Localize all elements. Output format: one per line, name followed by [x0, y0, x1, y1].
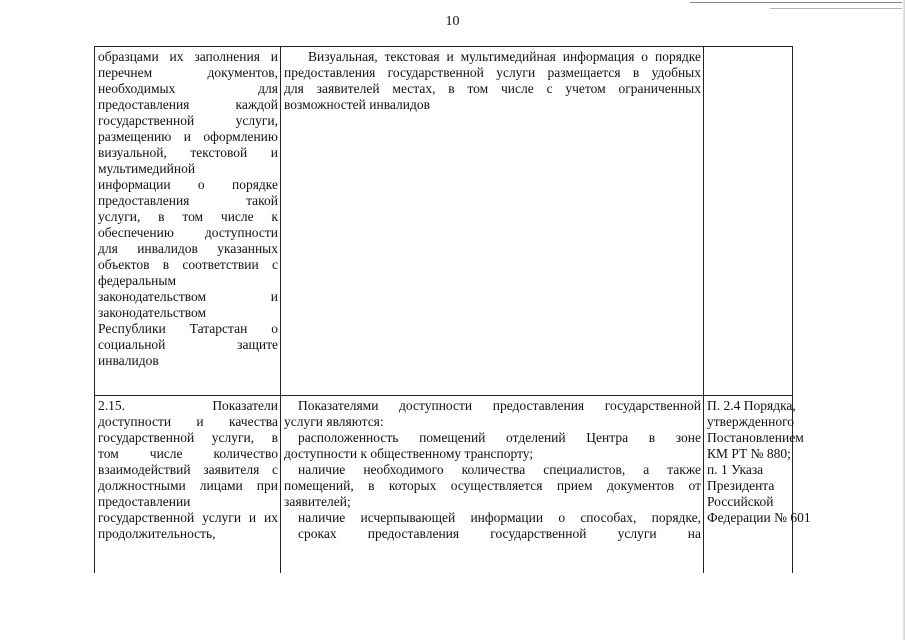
cell-line: Российской: [707, 494, 774, 509]
requirement-cell: [95, 396, 281, 574]
cell-line: п. 1 Указа: [707, 462, 764, 477]
cell-line: для заявителей местах, в том числе с учетом ограниченных: [284, 81, 701, 96]
cell-line: перечнем документов,: [98, 65, 278, 80]
cell-line: Республики Татарстан о: [98, 321, 278, 336]
description-cell: [281, 47, 704, 396]
cell-line: государственной услуги, в: [98, 430, 278, 445]
cell-line: информации о порядке: [98, 177, 278, 192]
cell-line: возможностей инвалидов: [284, 97, 430, 112]
description-cell: [281, 396, 704, 574]
cell-line: Визуальная, текстовая и мультимедийная информация о порядке: [308, 49, 701, 64]
cell-line: обеспечению доступности: [98, 225, 278, 240]
cell-line: законодательством и: [98, 289, 278, 304]
cell-line: государственной услуги,: [98, 113, 278, 128]
cell-line: заявителей;: [284, 494, 351, 509]
cell-line: наличие исчерпывающей информации о способах, порядке,: [298, 510, 701, 525]
cell-line: утвержденного: [707, 414, 795, 429]
cell-line: государственной услуги и их: [98, 510, 278, 525]
cell-line: Показателями доступности предоставления государственной: [298, 398, 701, 413]
cell-line: предоставления государственной услуги размещается в удобных: [284, 65, 701, 80]
cell-line: услуги, в том числе к: [98, 209, 278, 224]
cell-line: предоставления каждой: [98, 97, 278, 112]
cell-line: продолжительность,: [98, 526, 216, 541]
cell-line: Президента: [707, 478, 775, 493]
legal-basis-cell: [704, 396, 811, 574]
scan-artifact-line: [770, 8, 905, 9]
cell-line: визуальной, текстовой и: [98, 145, 278, 160]
requirement-cell: [95, 47, 281, 396]
cell-line: социальной защите: [98, 337, 278, 352]
cell-line: доступности к общественному транспорту;: [284, 446, 534, 461]
regulation-table: [94, 46, 811, 573]
scan-artifact-line: [690, 2, 905, 3]
cell-line: Федерации № 601: [707, 510, 811, 525]
cell-line: инвалидов: [98, 353, 159, 368]
cell-line: размещению и оформлению: [98, 129, 278, 144]
table-row: [95, 47, 793, 396]
cell-line: том числе количество: [98, 446, 278, 461]
table-row: [95, 396, 793, 574]
cell-line: 2.15. Показатели: [98, 398, 278, 413]
cell-line: законодательством: [98, 305, 207, 320]
cell-line: необходимых для: [98, 81, 278, 96]
cell-line: помещений, в которых осуществляется прием документов от: [284, 478, 701, 493]
cell-line: услуги являются:: [284, 414, 384, 429]
cell-line: доступности и качества: [98, 414, 278, 429]
cell-line: КМ РТ № 880;: [707, 446, 791, 461]
cell-line: объектов в соответствии с: [98, 257, 278, 272]
cell-line: предоставления такой: [98, 193, 278, 208]
cell-line: предоставлении: [98, 494, 191, 509]
page-number: 10: [445, 14, 460, 29]
cell-line: мультимедийной: [98, 161, 196, 176]
cell-line: образцами их заполнения и: [98, 49, 278, 64]
cell-line: федеральным: [98, 273, 177, 288]
cell-line: должностными лицами при: [98, 478, 278, 493]
cell-line: П. 2.4 Порядка,: [707, 398, 796, 413]
cell-line: наличие необходимого количества специалистов, а также: [298, 462, 701, 477]
cell-line: сроках предоставления государственной услуги на: [298, 526, 701, 541]
legal-basis-cell: [704, 47, 793, 396]
cell-line: расположенность помещений отделений Центра в зоне: [298, 430, 701, 445]
cell-line: для инвалидов указанных: [98, 241, 278, 256]
cell-line: взаимодействий заявителя с: [98, 462, 278, 477]
cell-line: Постановлением: [707, 430, 804, 445]
